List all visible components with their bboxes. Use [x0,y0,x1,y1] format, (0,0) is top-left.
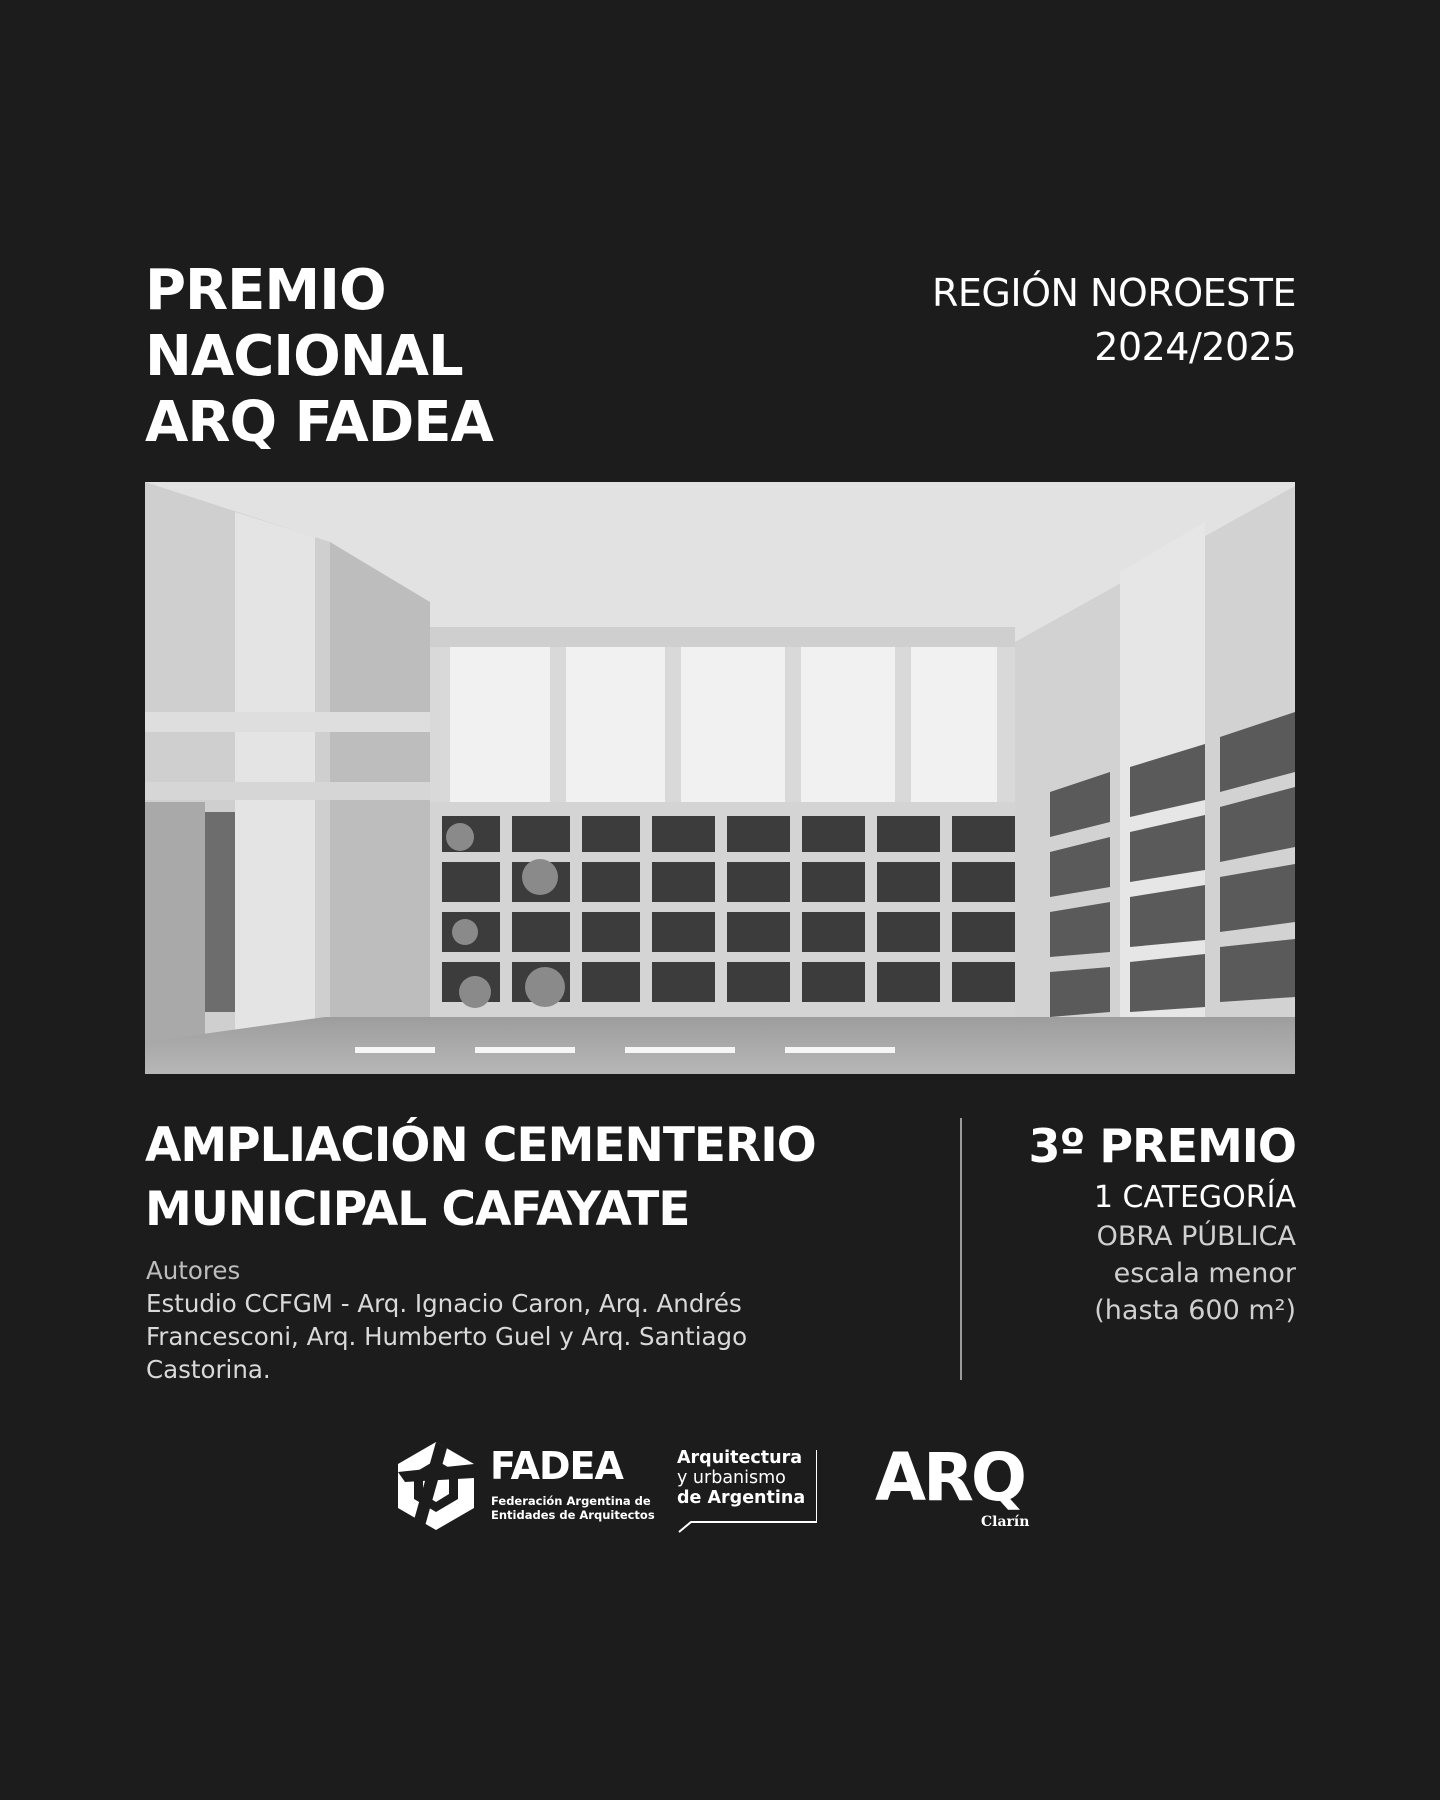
authors-text: Estudio CCFGM - Arq. Ignacio Caron, Arq. Andrés Francesconi, Arq. Humberto Guel y Arq. Santiago Castorina. [146,1289,748,1384]
fadea-name: FADEA [490,1444,623,1488]
award-size: (hasta 600 m²) [1094,1295,1296,1326]
award-category: 1 CATEGORÍA [1093,1180,1296,1215]
vertical-divider [960,1118,962,1380]
authors-block [146,1254,846,1386]
project-title [145,1114,816,1242]
clarin-name: Clarín [981,1514,1030,1530]
aua-frame-icon [677,1448,817,1534]
project-photo [145,482,1295,1074]
award-title-line-3: ARQ FADEA [145,390,493,455]
authors-label: Autores [146,1256,241,1285]
fadea-logo [395,1440,655,1530]
fadea-subtitle-line-1: Federación Argentina de [491,1494,651,1508]
project-title-line-1: AMPLIACIÓN CEMENTERIO [145,1118,816,1173]
arq-clarin-logo [875,1439,1055,1532]
fadea-subtitle [491,1494,661,1522]
award-type: OBRA PÚBLICA [1096,1221,1296,1252]
sponsor-logos [395,1434,1055,1534]
award-title-line-2: NACIONAL [145,324,463,389]
prize-rank: 3º PREMIO [1028,1119,1296,1173]
fadea-hexagon-icon [395,1440,477,1532]
arq-name: ARQ [875,1439,1025,1516]
aua-logo [677,1448,817,1534]
award-scale: escala menor [1113,1258,1296,1289]
award-title [145,258,493,456]
aua-line-1: Arquitectura [677,1448,803,1468]
award-title-line-1: PREMIO [145,258,386,323]
fadea-subtitle-line-2: Entidades de Arquitectos [491,1508,655,1522]
cemetery-niches-illustration [145,482,1295,1074]
region-name: REGIÓN NOROESTE [932,271,1296,315]
project-title-line-2: MUNICIPAL CAFAYATE [145,1182,690,1237]
aua-line-3: de Argentina [677,1488,806,1508]
award-details [1028,1114,1296,1329]
aua-line-2: y urbanismo [677,1468,786,1488]
edition-years: 2024/2025 [1094,325,1296,369]
region-edition [932,266,1296,374]
